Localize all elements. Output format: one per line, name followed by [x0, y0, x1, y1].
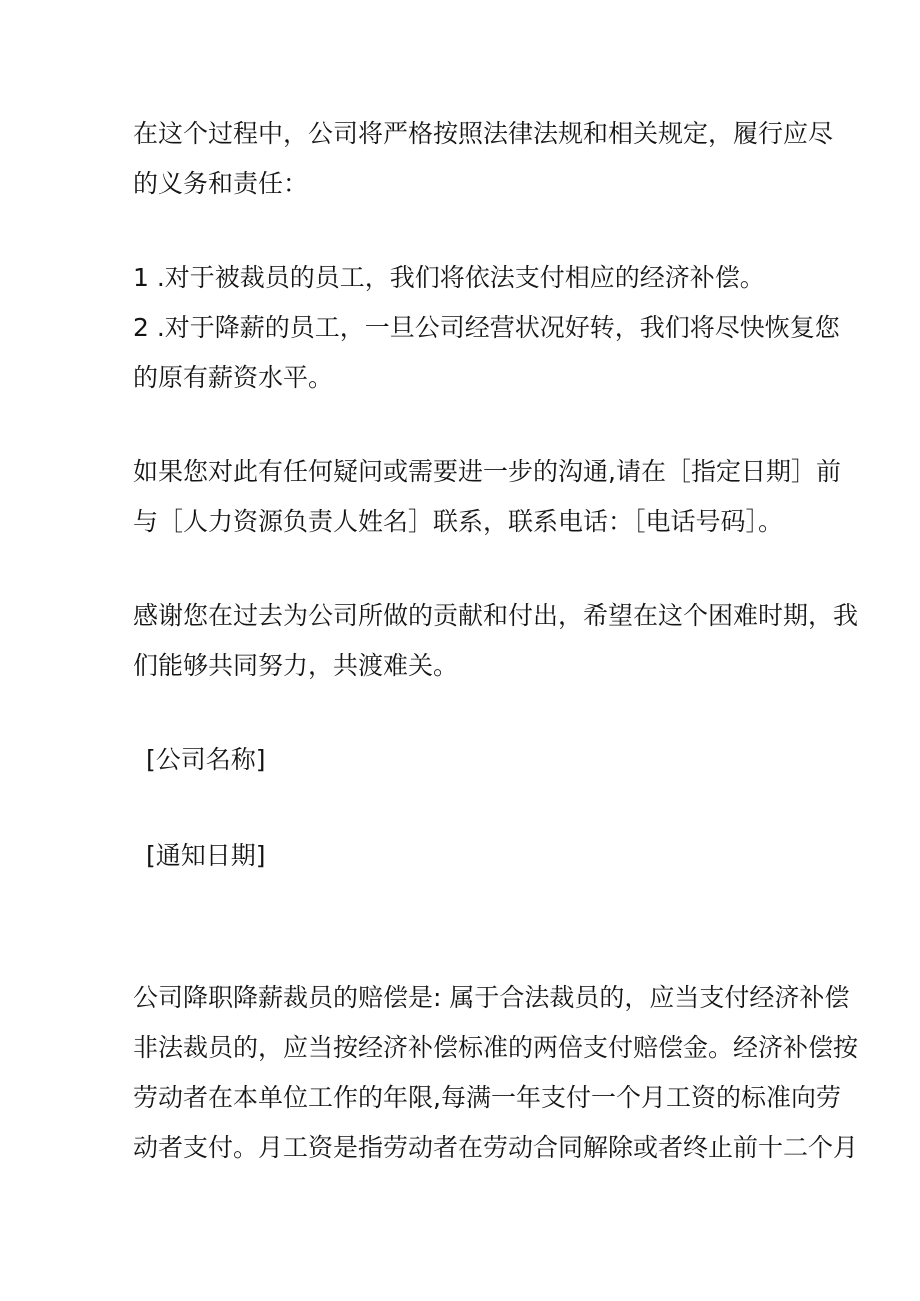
paragraph-line: 动者支付。月工资是指劳动者在劳动合同解除或者终止前十二个月 [133, 1133, 859, 1162]
paragraph-line: 非法裁员的，应当按经济补偿标准的两倍支付赔偿金。经济补偿按 [133, 1033, 859, 1062]
paragraph-line: 与［人力资源负责人姓名］联系，联系电话：［电话号码］。 [133, 507, 784, 536]
company-name: [公司名称] [146, 745, 266, 774]
notice-date: [通知日期] [146, 841, 266, 870]
list-item: 1 .对于被裁员的员工，我们将依法支付相应的经济补偿。 [133, 263, 765, 292]
paragraph-line: 们能够共同努力，共渡难关。 [133, 651, 459, 680]
list-item: 的原有薪资水平。 [133, 363, 334, 392]
paragraph-line: 感谢您在过去为公司所做的贡献和付出，希望在这个困难时期，我 [133, 601, 859, 630]
paragraph-line: 如果您对此有任何疑问或需要进一步的沟通,请在［指定日期］前 [133, 457, 841, 486]
paragraph-line: 在这个过程中，公司将严格按照法律法规和相关规定，履行应尽 [133, 119, 834, 148]
paragraph-line: 劳动者在本单位工作的年限,每满一年支付一个月工资的标准向劳 [133, 1083, 841, 1112]
paragraph-line: 的义务和责任： [133, 169, 309, 198]
list-item: 2 .对于降薪的员工，一旦公司经营状况好转，我们将尽快恢复您 [133, 313, 840, 342]
paragraph-line: 公司降职降薪裁员的赔偿是: 属于合法裁员的，应当支付经济补偿 [133, 983, 850, 1012]
